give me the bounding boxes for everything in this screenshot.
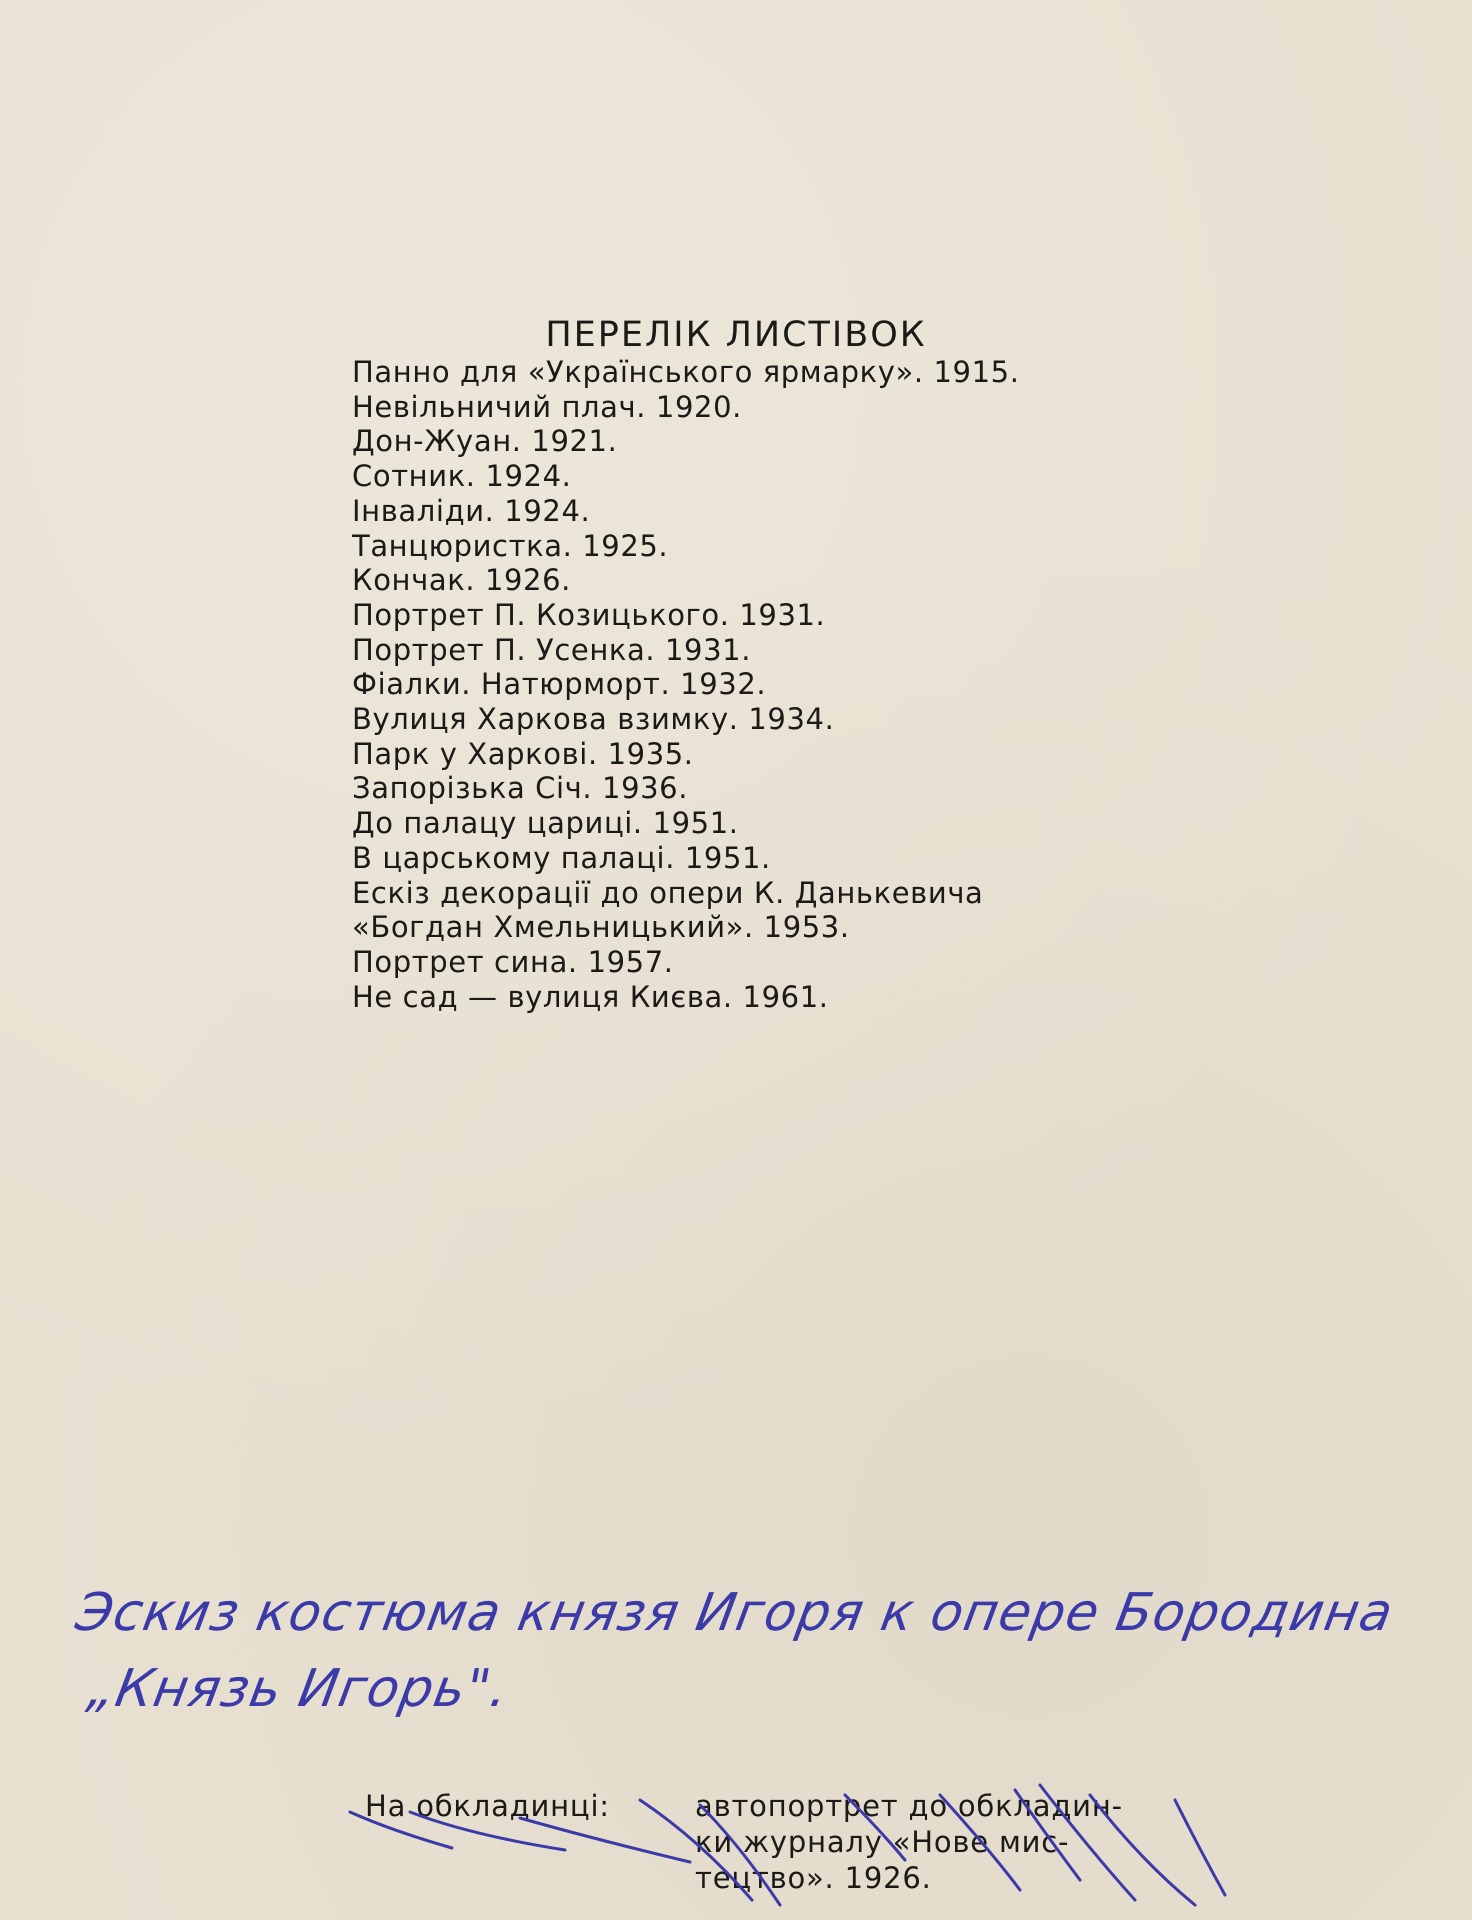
list-item: Сотник. 1924. — [352, 459, 572, 494]
handwritten-line: „Князь Игорь". — [83, 1659, 514, 1719]
postcard-list — [352, 355, 1020, 1014]
list-item: Запорізька Січ. 1936. — [352, 771, 689, 806]
cover-note-line: автопортрет до обкладин- — [695, 1789, 1123, 1823]
list-item: Портрет сина. 1957. — [352, 944, 674, 979]
cover-note-line: ки журналу «Нове мис- — [695, 1825, 1070, 1859]
list-item: Портрет П. Усенка. 1931. — [352, 632, 752, 667]
list-item: Дон-Жуан. 1921. — [352, 424, 618, 459]
list-item: Кончак. 1926. — [352, 563, 571, 598]
list-item: В царському палаці. 1951. — [352, 840, 771, 875]
handwritten-line: Эскиз костюма князя Игоря к опере Бородина — [71, 1583, 1398, 1643]
cover-note — [365, 1788, 1215, 1896]
list-item: Танцюристка. 1925. — [352, 528, 669, 563]
list-item: Парк у Харкові. 1935. — [352, 736, 694, 771]
list-item: До палацу цариці. 1951. — [352, 806, 739, 841]
list-item: Фіалки. Натюрморт. 1932. — [352, 667, 767, 702]
list-item: Не сад — вулиця Києва. 1961. — [352, 979, 829, 1014]
list-item: Інваліди. 1924. — [352, 493, 591, 528]
list-item: Ескіз декорації до опери К. Данькевича — [352, 875, 984, 910]
cover-note-label: На обкладинці: — [365, 1789, 610, 1823]
list-item: Невільничий плач. 1920. — [352, 389, 742, 424]
list-item: Портрет П. Козицького. 1931. — [352, 597, 826, 632]
cover-note-line: тецтво». 1926. — [695, 1861, 932, 1895]
page-title: ПЕРЕЛІК ЛИСТІВОК — [545, 315, 927, 356]
handwritten-note — [57, 1575, 1444, 1727]
list-item: Панно для «Українського ярмарку». 1915. — [352, 355, 1020, 389]
cover-note-text — [695, 1788, 1215, 1896]
list-item: «Богдан Хмельницький». 1953. — [352, 910, 850, 945]
list-item: Вулиця Харкова взимку. 1934. — [352, 702, 835, 737]
